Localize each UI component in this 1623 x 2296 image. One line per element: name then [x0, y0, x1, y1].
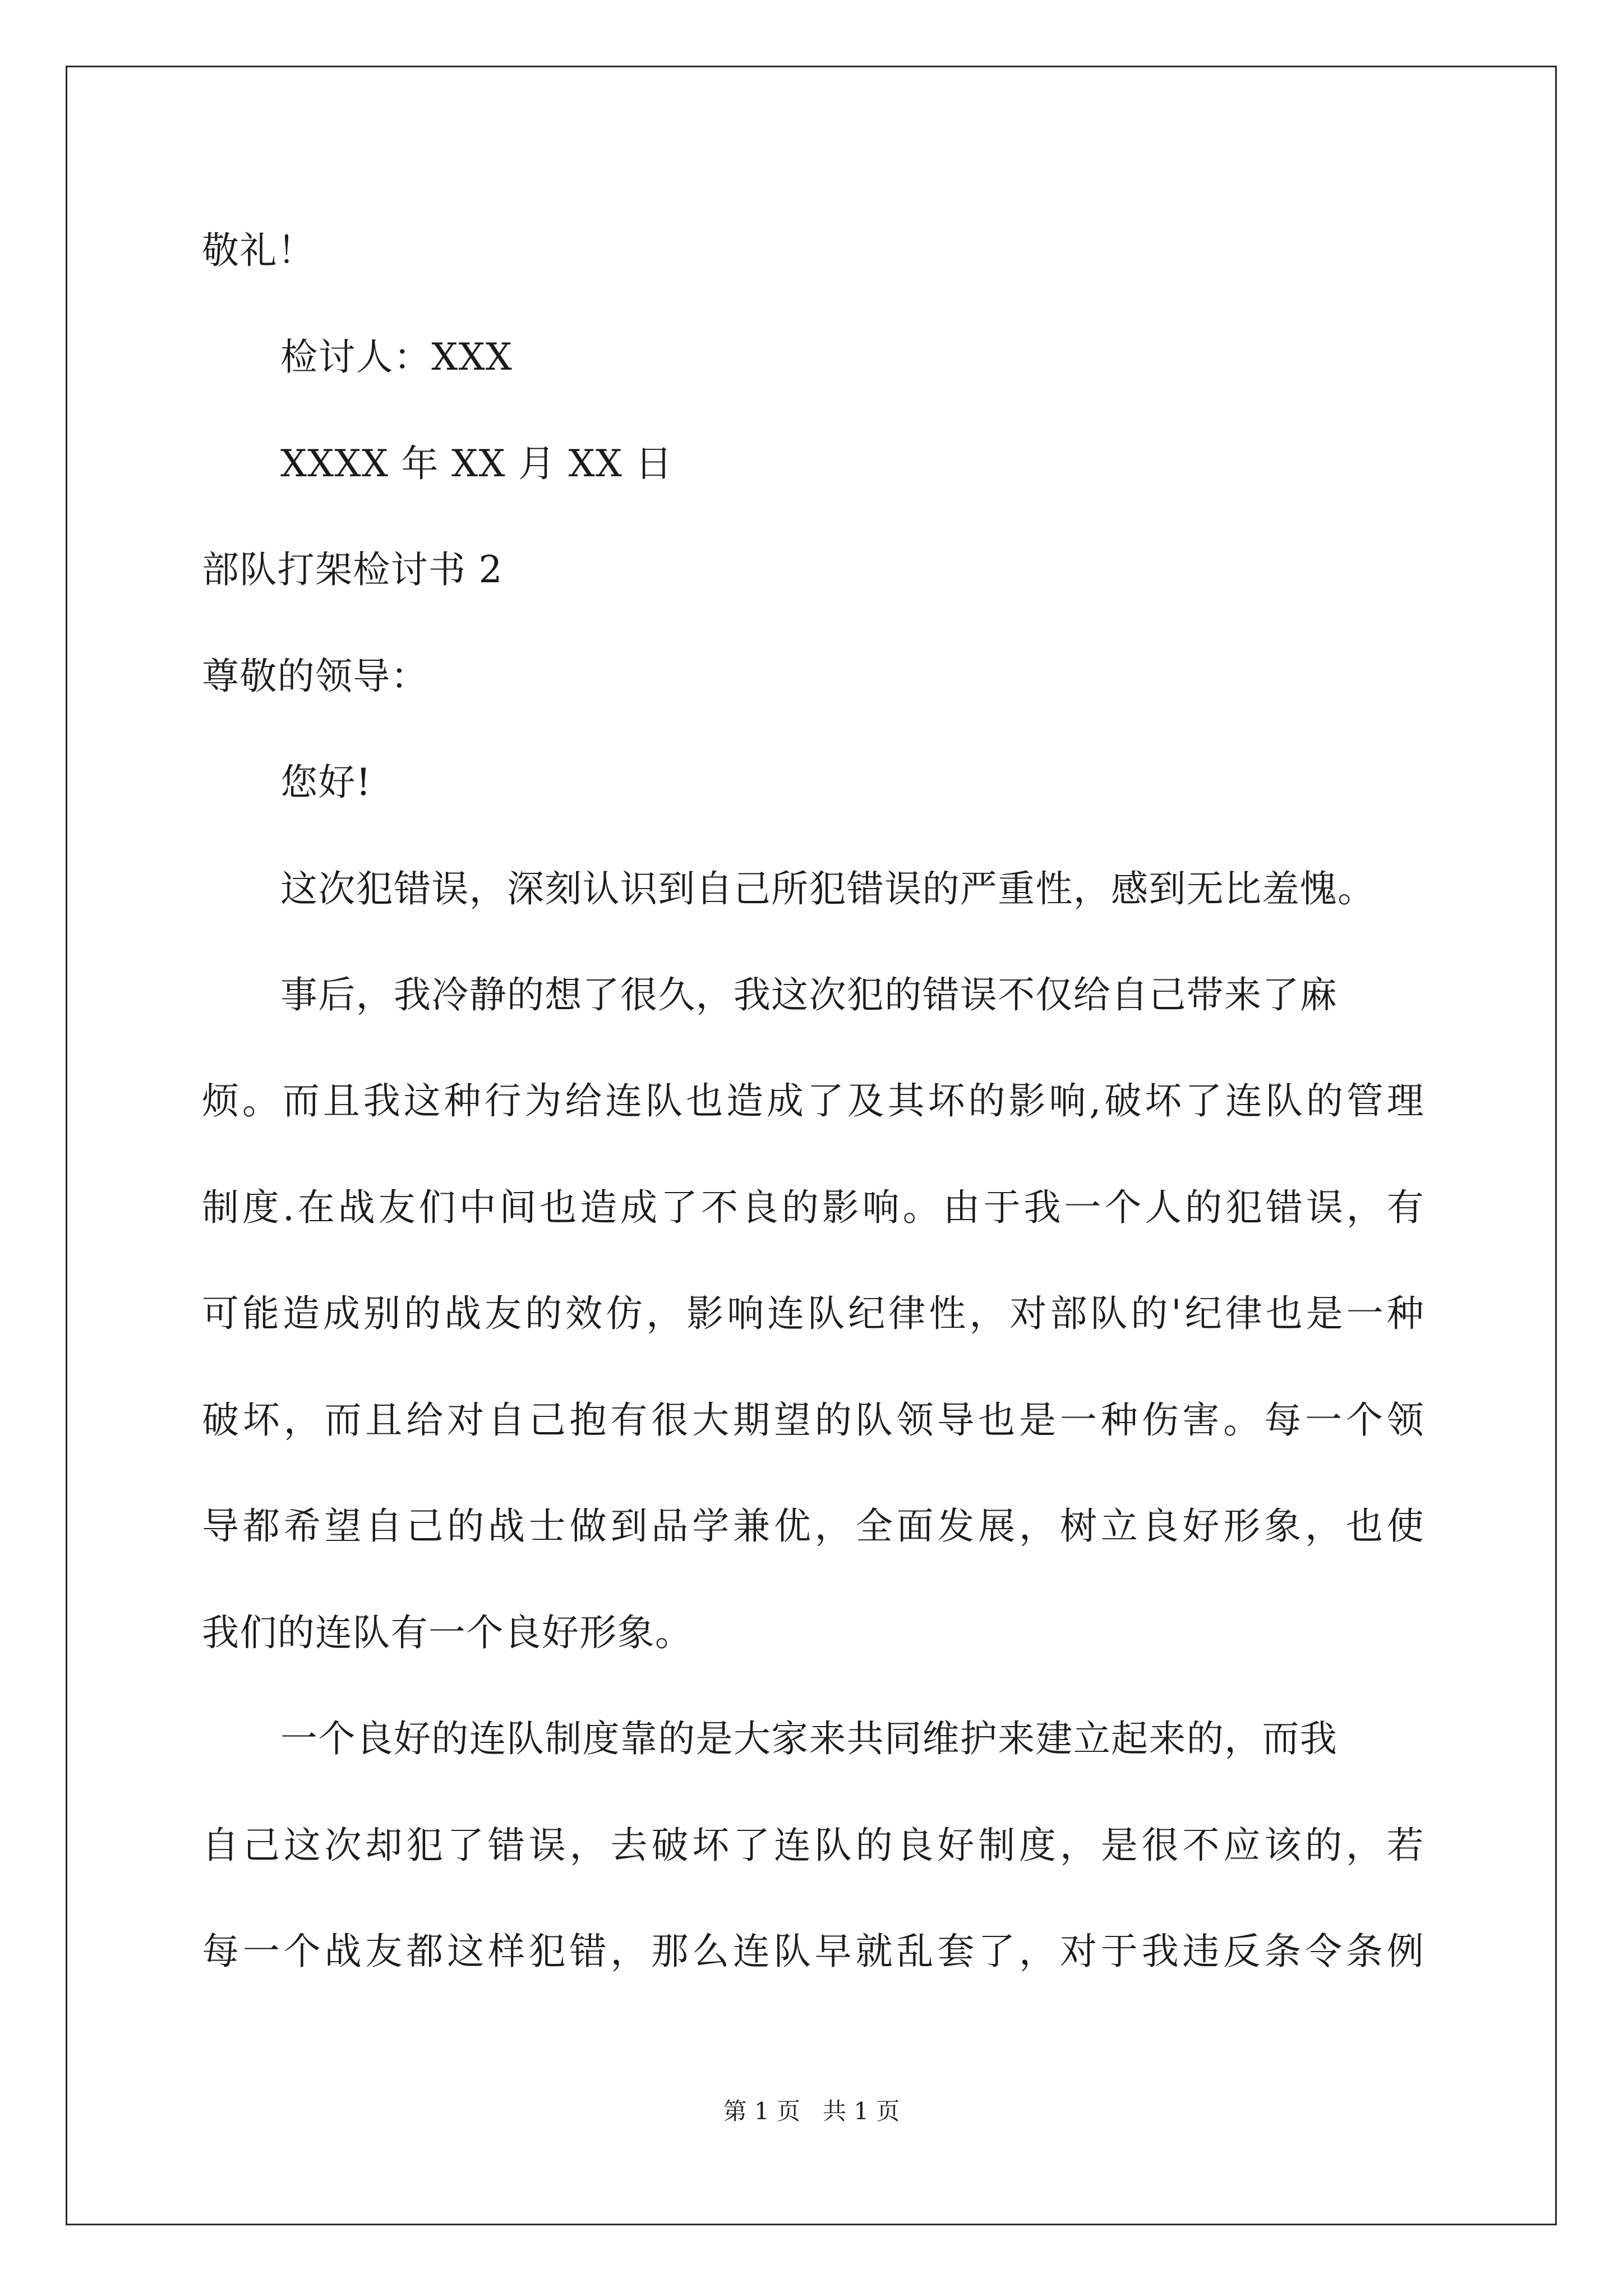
date-line: XXXX 年 XX 月 XX 日	[280, 442, 673, 485]
body-line: 烦。而且我这种行为给连队也造成了及其坏的影响,破坏了连队的管理	[202, 1079, 1424, 1122]
body-line: 一个良好的连队制度靠的是大家来共同维护来建立起来的，而我	[280, 1717, 1338, 1760]
body-line: 制度.在战友们中间也造成了不良的影响。由于我一个人的犯错误，有	[202, 1186, 1424, 1229]
page-border	[66, 66, 1557, 2225]
body-line: 这次犯错误，深刻认识到自己所犯错误的严重性，感到无比羞愧。	[280, 867, 1376, 910]
body-line: 事后，我冷静的想了很久，我这次犯的错误不仅给自己带来了麻	[280, 973, 1338, 1016]
body-line: 每一个战友都这样犯错，那么连队早就乱套了，对于我违反条令条例	[202, 1930, 1424, 1973]
signer-line: 检讨人：XXX	[280, 335, 513, 379]
body-line: 破坏，而且给对自己抱有很大期望的队领导也是一种伤害。每一个领	[202, 1398, 1424, 1442]
body-line: 可能造成别的战友的效仿，影响连队纪律性，对部队的'纪律也是一种	[202, 1292, 1424, 1335]
page-footer	[0, 2095, 1623, 2128]
salutation-line: 尊敬的领导：	[202, 655, 428, 698]
body-line: 我们的连队有一个良好形象。	[202, 1611, 693, 1654]
body-line: 导都希望自己的战士做到品学兼优，全面发展，树立良好形象，也使	[202, 1504, 1424, 1548]
page-total: 共 1 页	[823, 2097, 900, 2125]
closing-line: 敬礼！	[202, 229, 315, 272]
section-title: 部队打架检讨书 2	[202, 548, 503, 591]
body-line: 自己这次却犯了错误，去破坏了连队的良好制度，是很不应该的，若	[202, 1824, 1424, 1867]
page-number: 第 1 页	[723, 2097, 800, 2125]
greeting-line: 您好!	[280, 761, 372, 804]
